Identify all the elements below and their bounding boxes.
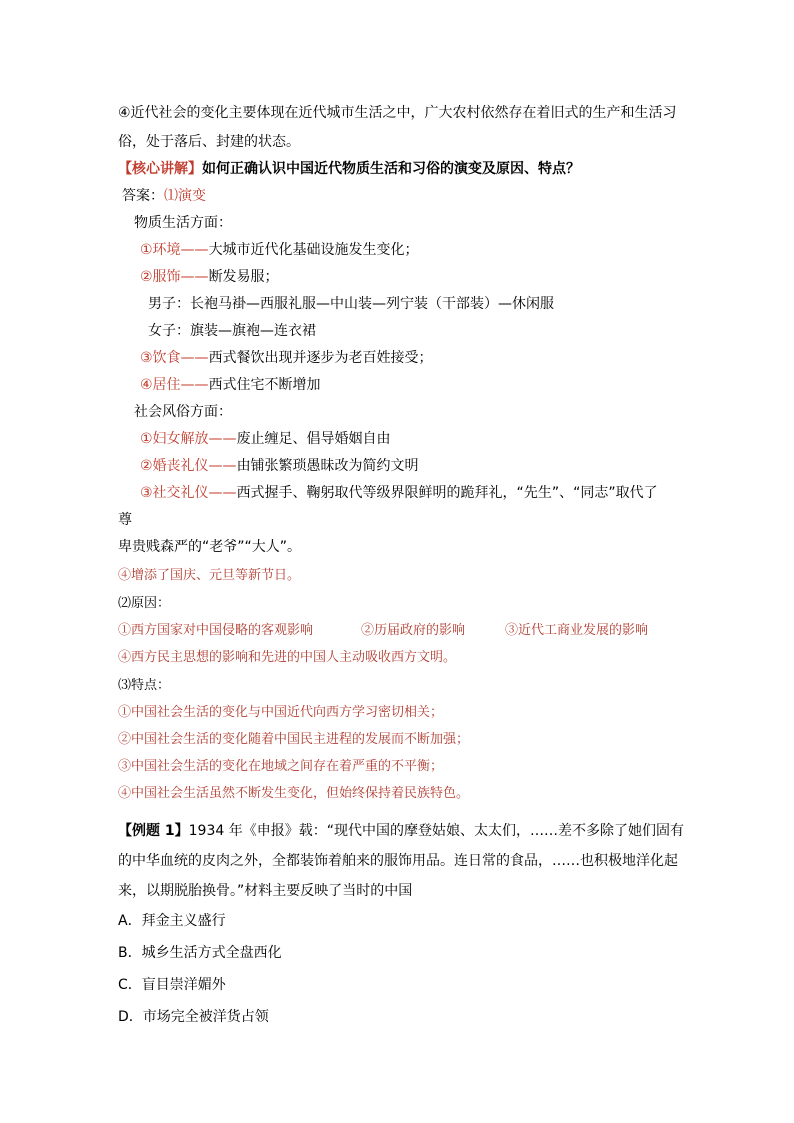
example-line-1 [118, 822, 684, 840]
food-body: 西式餐饮出现并逐步为老百姓接受； [208, 350, 433, 366]
customs-women [140, 430, 391, 448]
material-clothing [140, 268, 279, 286]
example-label: 【例题 1】 [118, 823, 189, 839]
material-housing [140, 376, 321, 394]
customs-social [140, 484, 658, 502]
food-head: ③饮食—— [140, 350, 209, 366]
women-body: 废止缠足、倡导婚姻自由 [236, 431, 391, 447]
example-text-1: 1934 年《申报》载：“现代中国的摩登姑娘、太太们，……差不多除了她们固有 [188, 823, 684, 839]
feature-3: ③中国社会生活的变化在地域之间存在着严重的不平衡； [118, 759, 444, 774]
women-head: ①妇女解放—— [140, 431, 237, 447]
reason-1: ①西方国家对中国侵略的客观影响 [118, 623, 314, 638]
example-line-3: 来，以期脱胎换骨。”材料主要反映了当时的中国 [118, 883, 413, 899]
social-line-2: 卑贵贱森严的“老爷”“大人”。 [118, 539, 302, 555]
housing-body: 西式住宅不断增加 [208, 377, 321, 393]
feature-4: ④中国社会生活虽然不断发生变化，但始终保持着民族特色。 [118, 786, 470, 801]
material-life-title: 物质生活方面： [134, 215, 232, 231]
reason-2: ②历届政府的影响 [361, 623, 466, 638]
social-customs-title: 社会风俗方面： [134, 404, 232, 420]
heading-question: 如何正确认识中国近代物质生活和习俗的演变及原因、特点？ [202, 161, 580, 177]
heading-bracket-label: 【核心讲解】 [118, 161, 202, 177]
material-environment [140, 241, 419, 259]
option-c: C．盲目崇洋媚外 [118, 977, 226, 993]
option-a: A．拜金主义盛行 [118, 913, 226, 929]
feature-1: ①中国社会生活的变化与中国近代向西方学习密切相关； [118, 705, 444, 720]
option-b: B．城乡生活方式全盘西化 [118, 945, 282, 961]
reason-4: ④西方民主思想的影响和先进的中国人主动吸收西方文明。 [118, 650, 457, 665]
wedding-body: 由铺张繁琐愚昧改为简约文明 [236, 458, 419, 474]
answer-line [122, 187, 206, 205]
core-explanation-heading [118, 160, 580, 178]
clothing-head: ②服饰—— [140, 269, 209, 285]
intro-line-1: ④近代社会的变化主要体现在近代城市生活之中，广大农村依然存在着旧式的生产和生活习 [118, 105, 677, 121]
customs-holiday: ④增添了国庆、元旦等新节日。 [118, 568, 301, 583]
feature-2: ②中国社会生活的变化随着中国民主进程的发展而不断加强； [118, 732, 470, 747]
reason-3: ③近代工商业发展的影响 [505, 623, 649, 638]
housing-head: ④居住—— [140, 377, 209, 393]
material-food [140, 349, 433, 367]
social-head: ③社交礼仪—— [140, 485, 237, 501]
intro-line-2: 俗，处于落后、封建的状态。 [118, 134, 300, 150]
features-title: ⑶特点： [118, 678, 171, 693]
social-wrap-char: 尊 [118, 512, 132, 528]
social-body: 西式握手、鞠躬取代等级界限鲜明的跪拜礼，“先生”、“同志”取代了 [236, 485, 658, 501]
answer-label: 答案： [122, 188, 164, 204]
clothing-body: 断发易服； [208, 269, 279, 285]
clothing-male: 男子：长袍马褂—西服礼服—中山装—列宁装（干部装）—休闲服 [148, 296, 554, 312]
answer-part-1: ⑴演变 [164, 188, 206, 204]
example-line-2: 的中华血统的皮肉之外，全都装饰着舶来的服饰用品。连日常的食品，……也积极地洋化起 [118, 853, 678, 869]
reasons-title: ⑵原因： [118, 596, 171, 611]
option-d: D．市场完全被洋货占领 [118, 1009, 269, 1025]
clothing-female: 女子：旗装—旗袍—连衣裙 [148, 323, 316, 339]
environment-body: 大城市近代化基础设施发生变化； [208, 242, 419, 258]
customs-wedding [140, 457, 419, 475]
environment-head: ①环境—— [140, 242, 209, 258]
wedding-head: ②婚丧礼仪—— [140, 458, 237, 474]
